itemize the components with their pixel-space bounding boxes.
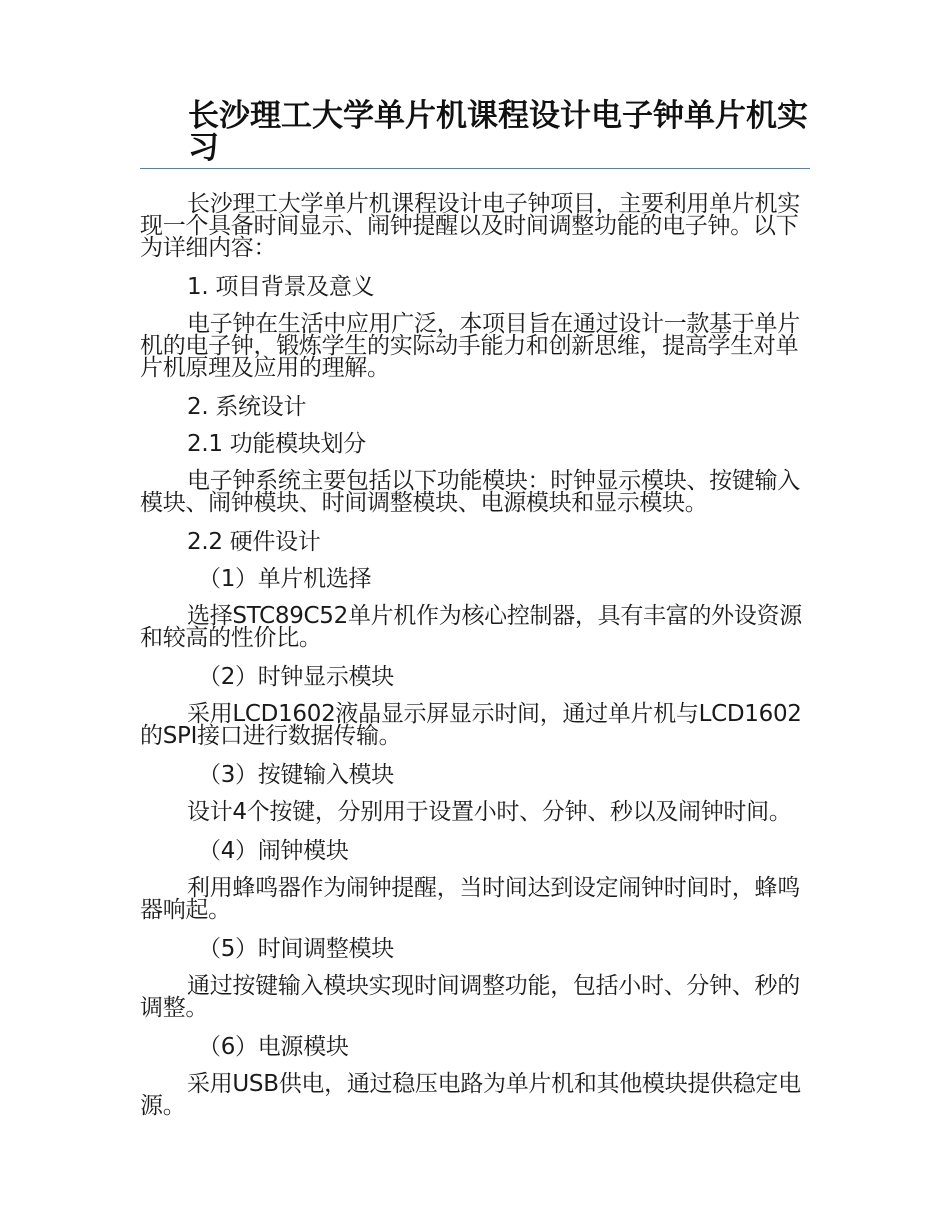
time-adjust-paragraph: 通过按键输入模块实现时间调整功能，包括小时、分钟、秒的调整。 (140, 973, 800, 1021)
item-heading-keys: （3）按键输入模块 (198, 762, 394, 788)
display-paragraph: 采用LCD1602液晶显示屏显示时间，通过单片机与LCD1602的SPI接口进行数据传输。 (140, 701, 802, 749)
alarm-paragraph: 利用蜂鸣器作为闹钟提醒，当时间达到设定闹钟时间时，蜂鸣器响起。 (140, 875, 800, 923)
section-heading-system-design: 2. 系统设计 (187, 394, 307, 420)
section-heading-background: 1. 项目背景及意义 (187, 274, 375, 300)
item-heading-alarm: （4）闹钟模块 (198, 838, 349, 864)
title-underline (140, 168, 810, 169)
modules-paragraph: 电子钟系统主要包括以下功能模块：时钟显示模块、按键输入模块、闹钟模块、时间调整模块、电源模块和显示模块。 (140, 468, 800, 516)
keys-paragraph: 设计4个按键，分别用于设置小时、分钟、秒以及闹钟时间。 (187, 799, 792, 825)
subsection-heading-modules: 2.1 功能模块划分 (187, 431, 366, 457)
item-heading-display: （2）时钟显示模块 (198, 664, 394, 690)
mcu-paragraph: 选择STC89C52单片机作为核心控制器，具有丰富的外设资源和较高的性价比。 (140, 603, 802, 651)
subsection-heading-hardware: 2.2 硬件设计 (187, 529, 321, 555)
power-paragraph: 采用USB供电，通过稳压电路为单片机和其他模块提供稳定电源。 (140, 1071, 801, 1119)
background-paragraph: 电子钟在生活中应用广泛，本项目旨在通过设计一款基于单片机的电子钟，锻炼学生的实际动手能力和创新思维，提高学生对单片机原理及应用的理解。 (140, 311, 800, 381)
item-heading-time-adjust: （5）时间调整模块 (198, 936, 394, 962)
item-heading-power: （6）电源模块 (198, 1034, 349, 1060)
document-page (140, 100, 810, 1134)
item-heading-mcu: （1）单片机选择 (198, 566, 372, 592)
intro-paragraph: 长沙理工大学单片机课程设计电子钟项目，主要利用单片机实现一个具备时间显示、闹钟提醒以及时间调整功能的电子钟。以下为详细内容： (140, 191, 800, 261)
document-title: 长沙理工大学单片机课程设计电子钟单片机实习 (188, 98, 808, 166)
